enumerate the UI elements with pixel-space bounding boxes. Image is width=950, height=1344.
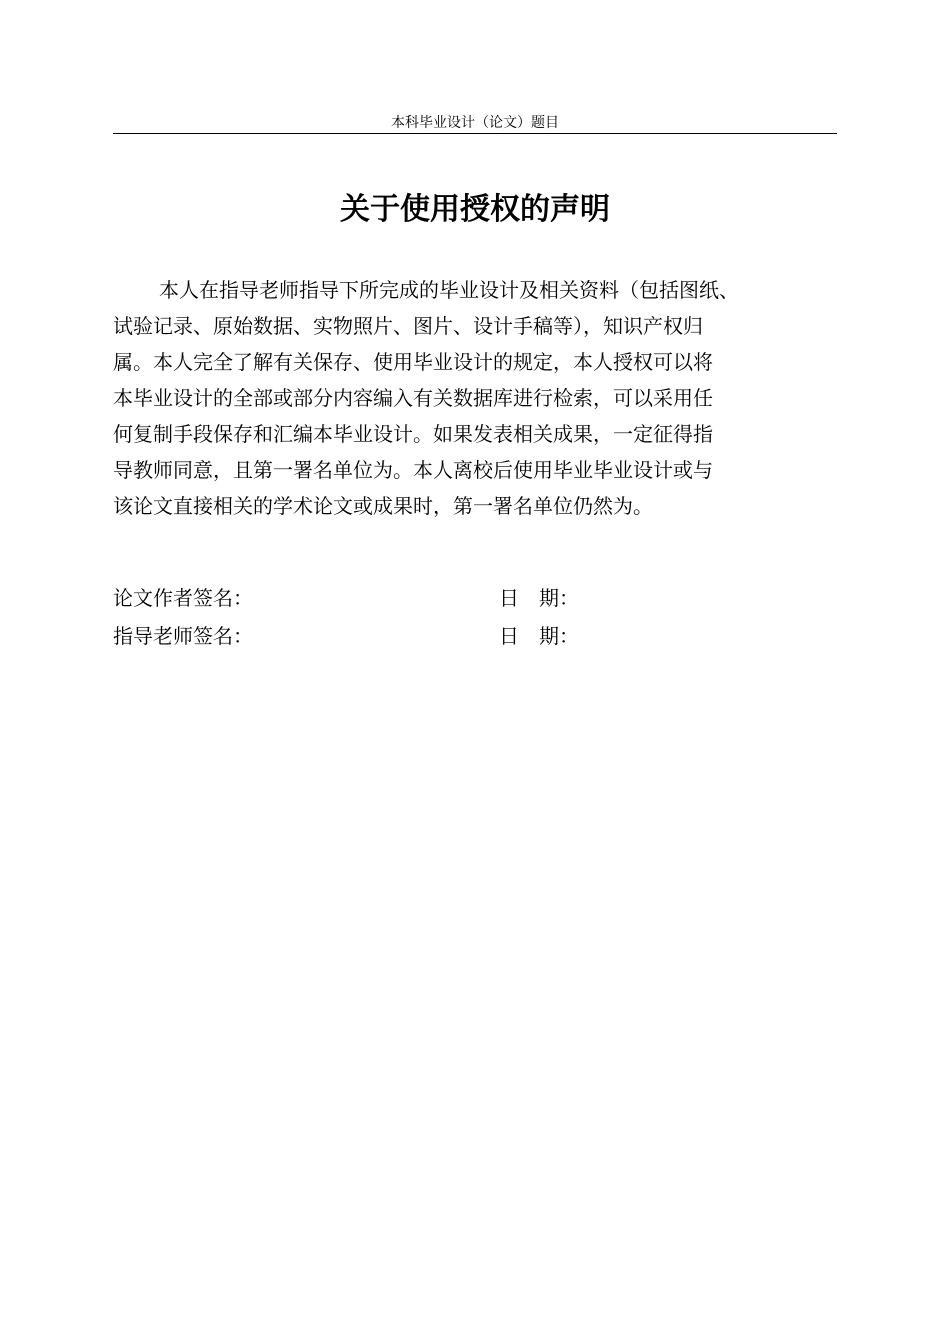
header-rule [113, 133, 837, 134]
paragraph-line: 属。本人完全了解有关保存、使用毕业设计的规定，本人授权可以将 [113, 350, 713, 374]
document-title: 关于使用授权的声明 [340, 192, 610, 227]
paragraph-line: 试验记录、原始数据、实物照片、图片、设计手稿等），知识产权归 [113, 314, 703, 338]
running-header: 本科毕业设计（论文）题目 [391, 115, 559, 131]
paragraph-line: 何复制手段保存和汇编本毕业设计。如果发表相关成果，一定征得指 [113, 422, 713, 446]
author-date-label: 日 期： [499, 586, 579, 610]
paragraph-line: 本毕业设计的全部或部分内容编入有关数据库进行检索，可以采用任 [113, 386, 713, 410]
declaration-paragraph [113, 272, 853, 524]
paragraph-line: 本人在指导老师指导下所完成的毕业设计及相关资料（包括图纸、 [159, 278, 739, 302]
author-signature-row [113, 580, 837, 618]
paragraph-line: 导教师同意，且第一署名单位为。本人离校后使用毕业毕业设计或与 [113, 458, 713, 482]
advisor-signature-label: 指导老师签名： [113, 624, 253, 648]
paragraph-line: 该论文直接相关的学术论文或成果时，第一署名单位仍然为。 [113, 494, 653, 518]
advisor-date-label: 日 期： [499, 624, 579, 648]
signature-block [113, 580, 837, 656]
advisor-signature-row [113, 618, 837, 656]
author-signature-label: 论文作者签名： [113, 586, 253, 610]
